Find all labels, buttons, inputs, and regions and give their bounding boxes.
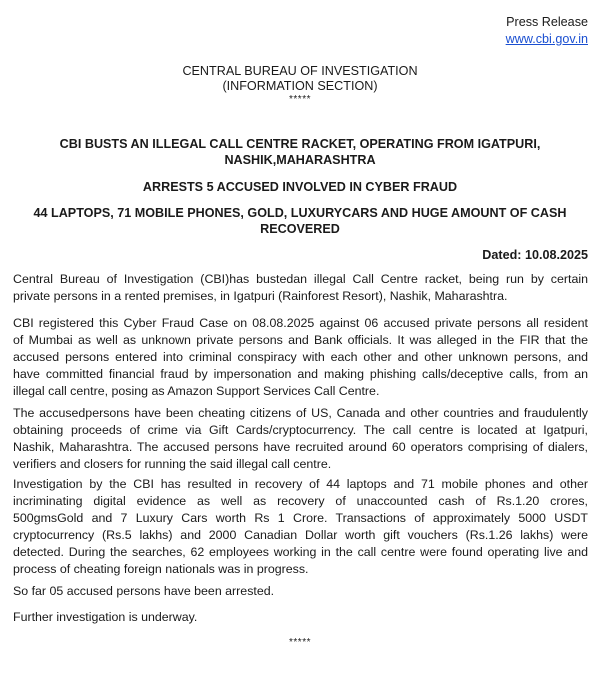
- press-release-header-block: [506, 14, 588, 48]
- paragraph-line: incriminating digital evidence as well as recovery of unaccounted cash of Rs.1.20 crores,: [13, 494, 588, 508]
- headline-recovery: [0, 205, 600, 237]
- paragraph-2: [13, 315, 588, 400]
- dated-label: Dated: 10.08.2025: [482, 248, 588, 262]
- paragraph-line: 500gmsGold and 7 Luxury Cars worth Rs 1 Crore. Transactions of approximately 5000 USDT: [13, 511, 588, 525]
- paragraph-line: accused persons entered into criminal conspiracy with each other and other unknown persons, and: [13, 350, 588, 364]
- headline-main: [0, 136, 600, 168]
- paragraph-line: illegal call centre, posing as Amazon Support Services Call Centre.: [13, 384, 380, 398]
- organisation-header: [0, 64, 600, 105]
- paragraph-4: [13, 476, 588, 578]
- paragraph-line: Nashik, Maharashtra. The accused persons have recruited around 60 operators comprising of dialers,: [13, 440, 588, 454]
- headline-recovery-line2: RECOVERED: [260, 222, 340, 236]
- paragraph-line: The accusedpersons have been cheating citizens of US, Canada and other countries and fraudulently: [13, 406, 588, 420]
- paragraph-3: [13, 405, 588, 473]
- org-name: CENTRAL BUREAU OF INVESTIGATION: [182, 64, 418, 78]
- paragraph-line: have committed financial fraud by impersonation and making phishing calls/deceptive calls, from an: [13, 367, 588, 381]
- paragraph-line: obtaining proceeds of crime via Gift Cards/cryptocurrency. The call centre is located at Igatpuri,: [13, 423, 588, 437]
- paragraph-line: detected. During the searches, 62 employees working in the call centre were found operating live and: [13, 545, 588, 559]
- paragraph-line: Investigation by the CBI has resulted in recovery of 44 laptops and 71 mobile phones and other: [13, 477, 588, 491]
- paragraph-arrests: So far 05 accused persons have been arrested.: [13, 584, 275, 598]
- paragraph-further-investigation: Further investigation is underway.: [13, 610, 198, 624]
- headline-main-line2: NASHIK,MAHARASHTRA: [224, 153, 376, 167]
- paragraph-1: [13, 271, 588, 305]
- org-section: (INFORMATION SECTION): [222, 79, 378, 93]
- headline-main-line1: CBI BUSTS AN ILLEGAL CALL CENTRE RACKET, OPERATING FROM IGATPURI,: [59, 137, 541, 151]
- paragraph-line: cryptocurrency (Rs.5 lakhs) and 2000 Canadian Dollar worth gift vouchers (Rs.1.26 lakhs) were: [13, 528, 588, 542]
- header-stars: *****: [289, 94, 311, 105]
- paragraph-line: process of cheating foreign nationals was in progress.: [13, 562, 309, 576]
- headline-arrests: ARRESTS 5 ACCUSED INVOLVED IN CYBER FRAUD: [142, 180, 458, 194]
- paragraph-line: verifiers and closers for running the said illegal call centre.: [13, 457, 332, 471]
- press-release-label: Press Release: [506, 15, 588, 29]
- website-link[interactable]: www.cbi.gov.in: [505, 32, 588, 46]
- headline-recovery-line1: 44 LAPTOPS, 71 MOBILE PHONES, GOLD, LUXURYCARS AND HUGE AMOUNT OF CASH: [33, 206, 567, 220]
- paragraph-line: CBI registered this Cyber Fraud Case on 08.08.2025 against 06 accused private persons all resident: [13, 316, 588, 330]
- paragraph-line: Central Bureau of Investigation (CBI)has bustedan illegal Call Centre racket, being run by certain: [13, 272, 588, 286]
- paragraph-line: private persons in a rented premises, in Igatpuri (Rainforest Resort), Nashik, Maharashtra.: [13, 289, 508, 303]
- footer-stars: *****: [289, 637, 311, 648]
- paragraph-line: of Mumbai as well as unknown private persons and Bank officials. It was alleged in the FIR that the: [13, 333, 588, 347]
